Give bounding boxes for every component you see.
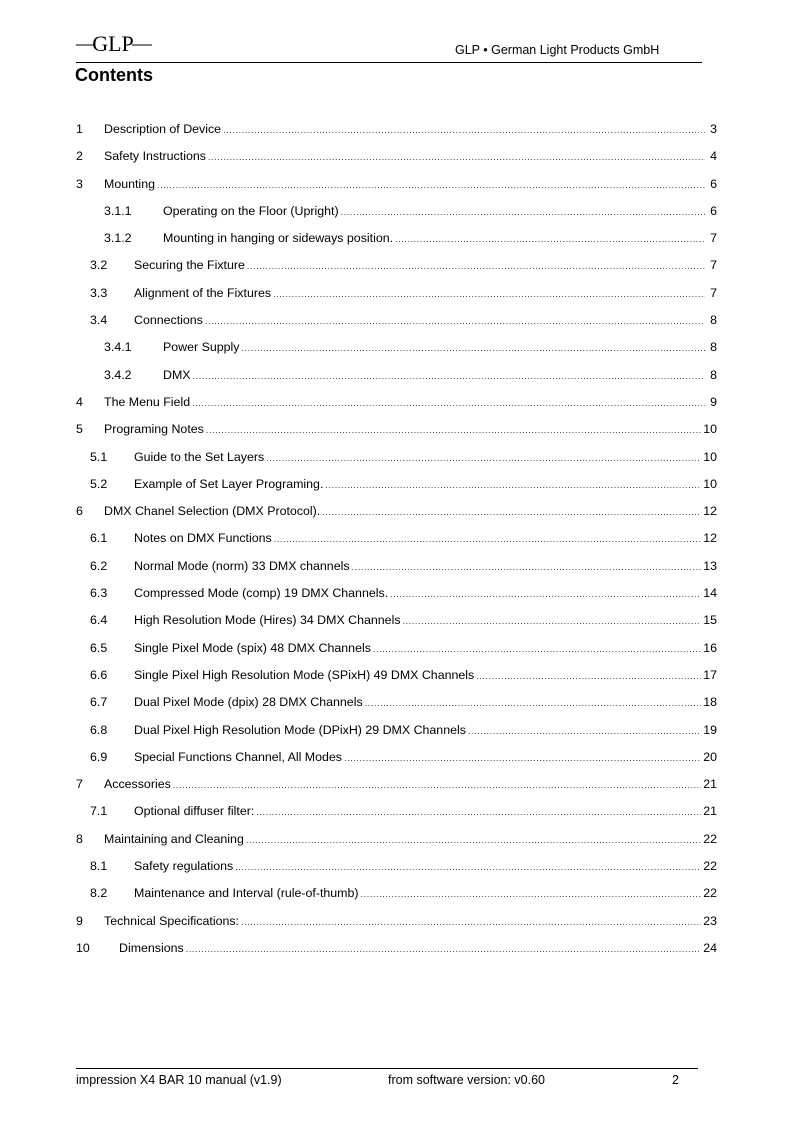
toc-entry-page: 24: [703, 940, 717, 955]
toc-entry-title: Maintenance and Interval (rule-of-thumb): [134, 886, 359, 901]
toc-entry-title: Dual Pixel High Resolution Mode (DPixH) 29 DMX Channels: [134, 722, 466, 737]
toc-entry-number: 6.7: [90, 695, 108, 710]
toc-dot-leader: [192, 390, 705, 417]
toc-dot-leader: [205, 308, 705, 335]
toc-entry-row: [163, 198, 717, 226]
toc-entry-number: 5.1: [90, 449, 108, 464]
toc-entry-number: 3.2: [90, 258, 108, 273]
toc-entry-number: 5: [76, 422, 83, 437]
toc-entry-title: Mounting: [104, 176, 155, 191]
toc-entry-row: [104, 416, 717, 444]
toc-entry-title: High Resolution Mode (Hires) 34 DMX Channels: [134, 613, 401, 628]
toc-dot-leader: [476, 663, 701, 690]
toc-entry-page: 22: [703, 859, 717, 874]
toc-entry-title: Alignment of the Fixtures: [134, 285, 272, 300]
toc-dot-leader: [373, 636, 701, 663]
toc-entry-title: Connections: [134, 313, 203, 328]
toc-entry-row: [104, 171, 717, 199]
toc-entry-row: [104, 771, 717, 799]
footer-page-number: 2: [672, 1073, 679, 1087]
toc-entry[interactable]: [76, 717, 717, 744]
toc-entry[interactable]: [76, 662, 717, 689]
toc-entry[interactable]: [76, 471, 717, 498]
toc-entry-number: 6.6: [90, 667, 108, 682]
toc-dot-leader: [361, 881, 702, 908]
toc-entry-number: 6.9: [90, 749, 108, 764]
toc-dot-leader: [344, 745, 701, 772]
toc-entry-number: 3.1.1: [104, 203, 132, 218]
toc-entry-page: 6: [710, 176, 717, 191]
toc-entry-number: 8: [76, 831, 83, 846]
toc-entry[interactable]: [76, 225, 717, 252]
toc-entry-page: 8: [710, 367, 717, 382]
toc-entry-row: [104, 116, 717, 144]
toc-entry-number: 9: [76, 913, 83, 928]
toc-entry-title: Operating on the Floor (Upright): [163, 203, 339, 218]
toc-entry-page: 7: [710, 231, 717, 246]
toc-entry[interactable]: [76, 935, 717, 962]
toc-entry-row: [134, 798, 717, 826]
header-divider: [76, 62, 702, 63]
toc-entry-row: [134, 444, 717, 472]
toc-entry-page: 8: [710, 340, 717, 355]
toc-entry-number: 3.3: [90, 285, 108, 300]
toc-entry-title: Compressed Mode (comp) 19 DMX Channels.: [134, 586, 389, 601]
toc-entry[interactable]: [76, 416, 717, 443]
toc-entry-number: 6: [76, 504, 83, 519]
toc-entry-page: 10: [703, 476, 717, 491]
toc-entry-page: 8: [710, 313, 717, 328]
toc-entry[interactable]: [76, 143, 717, 170]
toc-dot-leader: [235, 854, 701, 881]
toc-entry[interactable]: [76, 689, 717, 716]
toc-entry-title: Technical Specifications:: [104, 913, 239, 928]
toc-entry[interactable]: [76, 198, 717, 225]
toc-entry-page: 17: [703, 667, 717, 682]
toc-entry-page: 14: [703, 586, 717, 601]
toc-entry-row: [163, 334, 717, 362]
toc-entry-row: [104, 908, 717, 936]
toc-entry[interactable]: [76, 635, 717, 662]
toc-entry[interactable]: [76, 580, 717, 607]
toc-entry-row: [134, 553, 717, 581]
toc-entry[interactable]: [76, 771, 717, 798]
toc-entry[interactable]: [76, 908, 717, 935]
toc-dot-leader: [274, 526, 701, 553]
toc-dot-leader: [341, 199, 705, 226]
toc-entry-number: 3.4.1: [104, 340, 132, 355]
footer-divider: [76, 1068, 698, 1069]
toc-entry-title: Optional diffuser filter:: [134, 804, 255, 819]
toc-entry-row: [134, 252, 717, 280]
toc-entry-number: 3.4.2: [104, 367, 132, 382]
toc-entry-page: 18: [703, 695, 717, 710]
toc-entry-row: [163, 362, 717, 390]
toc-entry-title: Dual Pixel Mode (dpix) 28 DMX Channels: [134, 695, 363, 710]
toc-entry-row: [134, 853, 717, 881]
toc-dot-leader: [256, 799, 701, 826]
toc-dot-leader: [403, 608, 702, 635]
toc-dot-leader: [247, 253, 705, 280]
toc-entry-title: Power Supply: [163, 340, 240, 355]
toc-entry-title: Accessories: [104, 777, 171, 792]
toc-dot-leader: [266, 445, 701, 472]
toc-entry-number: 6.3: [90, 586, 108, 601]
toc-entry-number: 3: [76, 176, 83, 191]
toc-entry-row: [134, 689, 717, 717]
toc-entry-title: Single Pixel High Resolution Mode (SPixH) 49 DMX Channels: [134, 667, 475, 682]
toc-entry-page: 13: [703, 558, 717, 573]
toc-entry-title: Example of Set Layer Programing.: [134, 476, 324, 491]
toc-entry[interactable]: [76, 280, 717, 307]
page-title: Contents: [75, 65, 153, 85]
table-of-contents: [76, 116, 717, 962]
toc-dot-leader: [273, 281, 705, 308]
toc-entry-row: [119, 935, 717, 963]
toc-entry-title: Securing the Fixture: [134, 258, 245, 273]
toc-entry-number: 5.2: [90, 476, 108, 491]
toc-entry-number: 8.2: [90, 886, 108, 901]
logo-text: GLP: [92, 31, 134, 56]
toc-entry-row: [134, 662, 717, 690]
toc-entry-page: 10: [703, 449, 717, 464]
company-name: GLP • German Light Products GmbH: [455, 43, 660, 57]
toc-entry-page: 12: [703, 531, 717, 546]
toc-entry-page: 4: [710, 149, 717, 164]
toc-dot-leader: [322, 499, 701, 526]
toc-dot-leader: [395, 226, 705, 253]
toc-entry-page: 16: [703, 640, 717, 655]
toc-entry-title: The Menu Field: [104, 394, 191, 409]
toc-entry[interactable]: [76, 307, 717, 334]
toc-dot-leader: [352, 554, 702, 581]
toc-entry[interactable]: [76, 880, 717, 907]
toc-entry-row: [134, 635, 717, 663]
toc-entry-title: Dimensions: [119, 940, 184, 955]
toc-entry-page: 19: [703, 722, 717, 737]
toc-entry-row: [104, 143, 717, 171]
toc-entry-number: 3.4: [90, 313, 108, 328]
toc-entry-number: 6.8: [90, 722, 108, 737]
toc-entry-page: 7: [710, 285, 717, 300]
toc-entry-title: Guide to the Set Layers: [134, 449, 265, 464]
toc-dot-leader: [193, 363, 705, 390]
toc-entry-row: [134, 280, 717, 308]
toc-entry-row: [163, 225, 717, 253]
toc-entry-number: 3.1.2: [104, 231, 132, 246]
toc-entry[interactable]: [76, 389, 717, 416]
toc-dot-leader: [241, 335, 705, 362]
toc-entry-page: 20: [703, 749, 717, 764]
toc-entry-number: 6.5: [90, 640, 108, 655]
toc-dot-leader: [223, 117, 705, 144]
toc-entry-page: 21: [703, 777, 717, 792]
toc-dot-leader: [173, 772, 701, 799]
footer-software-version: from software version: v0.60: [388, 1073, 546, 1087]
toc-entry-title: Special Functions Channel, All Modes: [134, 749, 343, 764]
toc-entry-title: Mounting in hanging or sideways position.: [163, 231, 394, 246]
toc-entry-number: 7.1: [90, 804, 108, 819]
toc-entry[interactable]: [76, 498, 717, 525]
toc-dot-leader: [157, 172, 705, 199]
toc-entry-title: DMX Chanel Selection (DMX Protocol).: [104, 504, 321, 519]
toc-entry-row: [134, 580, 717, 608]
toc-entry-number: 4: [76, 394, 83, 409]
toc-entry-row: [104, 826, 717, 854]
toc-entry[interactable]: [76, 744, 717, 771]
toc-entry-page: 22: [703, 831, 717, 846]
toc-entry[interactable]: [76, 444, 717, 471]
toc-entry-number: 6.1: [90, 531, 108, 546]
toc-dot-leader: [246, 827, 701, 854]
toc-entry[interactable]: [76, 334, 717, 361]
toc-entry-number: 10: [76, 940, 90, 955]
toc-entry[interactable]: [76, 525, 717, 552]
toc-entry-row: [134, 717, 717, 745]
toc-entry-page: 9: [710, 394, 717, 409]
toc-entry[interactable]: [76, 171, 717, 198]
toc-entry-title: Normal Mode (norm) 33 DMX channels: [134, 558, 350, 573]
toc-entry-row: [134, 880, 717, 908]
toc-entry-page: 23: [703, 913, 717, 928]
toc-dot-leader: [186, 936, 701, 963]
toc-entry-row: [104, 498, 717, 526]
toc-entry-page: 15: [703, 613, 717, 628]
toc-entry[interactable]: [76, 362, 717, 389]
toc-dot-leader: [325, 472, 701, 499]
toc-entry-number: 7: [76, 777, 83, 792]
toc-entry-number: 1: [76, 122, 83, 136]
toc-entry-page: 6: [710, 203, 717, 218]
toc-entry-title: DMX: [163, 367, 191, 382]
toc-entry[interactable]: [76, 116, 717, 143]
toc-entry-row: [134, 471, 717, 499]
toc-dot-leader: [365, 690, 702, 717]
toc-entry-page: 10: [703, 422, 717, 437]
toc-dot-leader: [468, 718, 701, 745]
glp-logo: [76, 26, 152, 60]
toc-entry-page: 12: [703, 504, 717, 519]
toc-entry-title: Programing Notes: [104, 422, 204, 437]
toc-entry[interactable]: [76, 798, 717, 825]
toc-entry-page: 7: [710, 258, 717, 273]
toc-entry-row: [134, 525, 717, 553]
toc-entry[interactable]: [76, 826, 717, 853]
toc-dot-leader: [206, 417, 701, 444]
toc-dot-leader: [208, 144, 705, 171]
toc-entry-title: Notes on DMX Functions: [134, 531, 272, 546]
footer-manual-title: impression X4 BAR 10 manual (v1.9): [76, 1073, 282, 1087]
toc-entry-page: 21: [703, 804, 717, 819]
toc-entry-row: [134, 607, 717, 635]
toc-entry-title: Maintaining and Cleaning: [104, 831, 244, 846]
toc-dot-leader: [241, 909, 701, 936]
toc-entry[interactable]: [76, 853, 717, 880]
toc-entry-page: 22: [703, 886, 717, 901]
toc-entry-number: 2: [76, 149, 83, 164]
toc-entry-row: [104, 389, 717, 417]
toc-entry-title: Single Pixel Mode (spix) 48 DMX Channels: [134, 640, 371, 655]
toc-entry-number: 8.1: [90, 859, 108, 874]
toc-entry-title: Safety Instructions: [104, 149, 206, 164]
toc-entry[interactable]: [76, 553, 717, 580]
toc-entry-row: [134, 744, 717, 772]
toc-entry[interactable]: [76, 252, 717, 279]
toc-dot-leader: [390, 581, 701, 608]
toc-entry-title: Description of Device: [104, 122, 222, 136]
toc-entry-number: 6.4: [90, 613, 108, 628]
toc-entry-row: [134, 307, 717, 335]
toc-entry[interactable]: [76, 607, 717, 634]
toc-entry-page: 3: [710, 122, 717, 136]
toc-entry-number: 6.2: [90, 558, 108, 573]
toc-entry-title: Safety regulations: [134, 859, 234, 874]
